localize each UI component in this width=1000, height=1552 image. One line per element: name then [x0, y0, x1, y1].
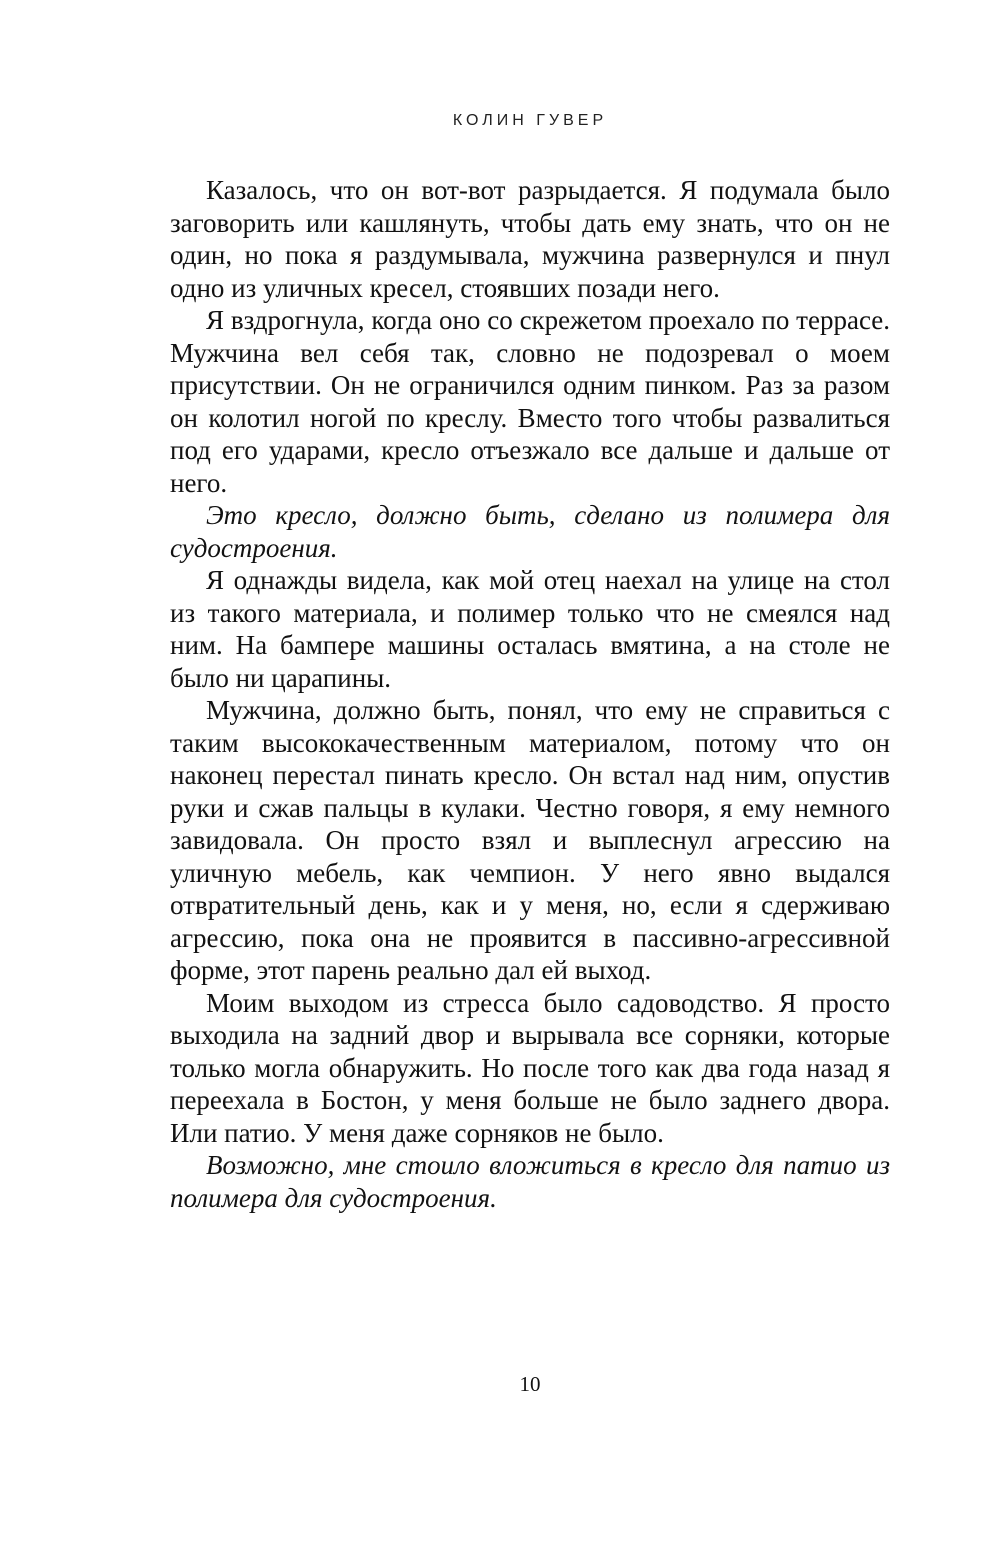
- paragraph-2: Я вздрогнула, когда оно со скрежетом проехало по террасе. Мужчина вел себя так, словно не подозревал о моем присутствии. Он не ограничился одним пинком. Раз за разом он колотил ногой по креслу. Вместо того чтобы развалиться под его ударами, кресло отъезжало все дальше и дальше от него.: [170, 305, 890, 498]
- page-number: 10: [519, 1372, 541, 1396]
- paragraph-3-italic: Это кресло, должно быть, сделано из полимера для судостроения.: [170, 500, 890, 563]
- running-header: КОЛИН ГУВЕР: [452, 112, 608, 129]
- text-block: [170, 174, 890, 1214]
- paragraph-7-italic: Возможно, мне стоило вложиться в кресло для патио из полимера для судостроения.: [170, 1150, 890, 1213]
- paragraph-1: Казалось, что он вот-вот разрыдается. Я подумала было заговорить или кашлянуть, чтобы дать ему знать, что он не один, но пока я раздумывала, мужчина развернулся и пнул одно из уличных кресел, стоявших позади него.: [170, 175, 890, 303]
- paragraph-5: Мужчина, должно быть, понял, что ему не справиться с таким высококачественным материалом, потому что он наконец перестал пинать кресло. Он встал над ним, опустив руки и сжав пальцы в кулаки. Честно говоря, я ему немного завидовала. Он просто взял и выплеснул агрессию на уличную мебель, как чемпион. У него явно выдался отвратительный день, как и у меня, но, если я сдерживаю агрессию, пока она не проявится в пассивно-агрессивной форме, этот парень реально дал ей выход.: [170, 695, 890, 985]
- paragraph-4: Я однажды видела, как мой отец наехал на улице на стол из такого материала, и полимер только что не смеялся над ним. На бампере машины осталась вмятина, а на столе не было ни царапины.: [170, 565, 890, 693]
- paragraph-6: Моим выходом из стресса было садоводство. Я просто выходила на задний двор и вырывала все сорняки, которые только могла обнаружить. Но после того как два года назад я переехала в Бостон, у меня больше не было заднего двора. Или патио. У меня даже сорняков не было.: [170, 987, 890, 1148]
